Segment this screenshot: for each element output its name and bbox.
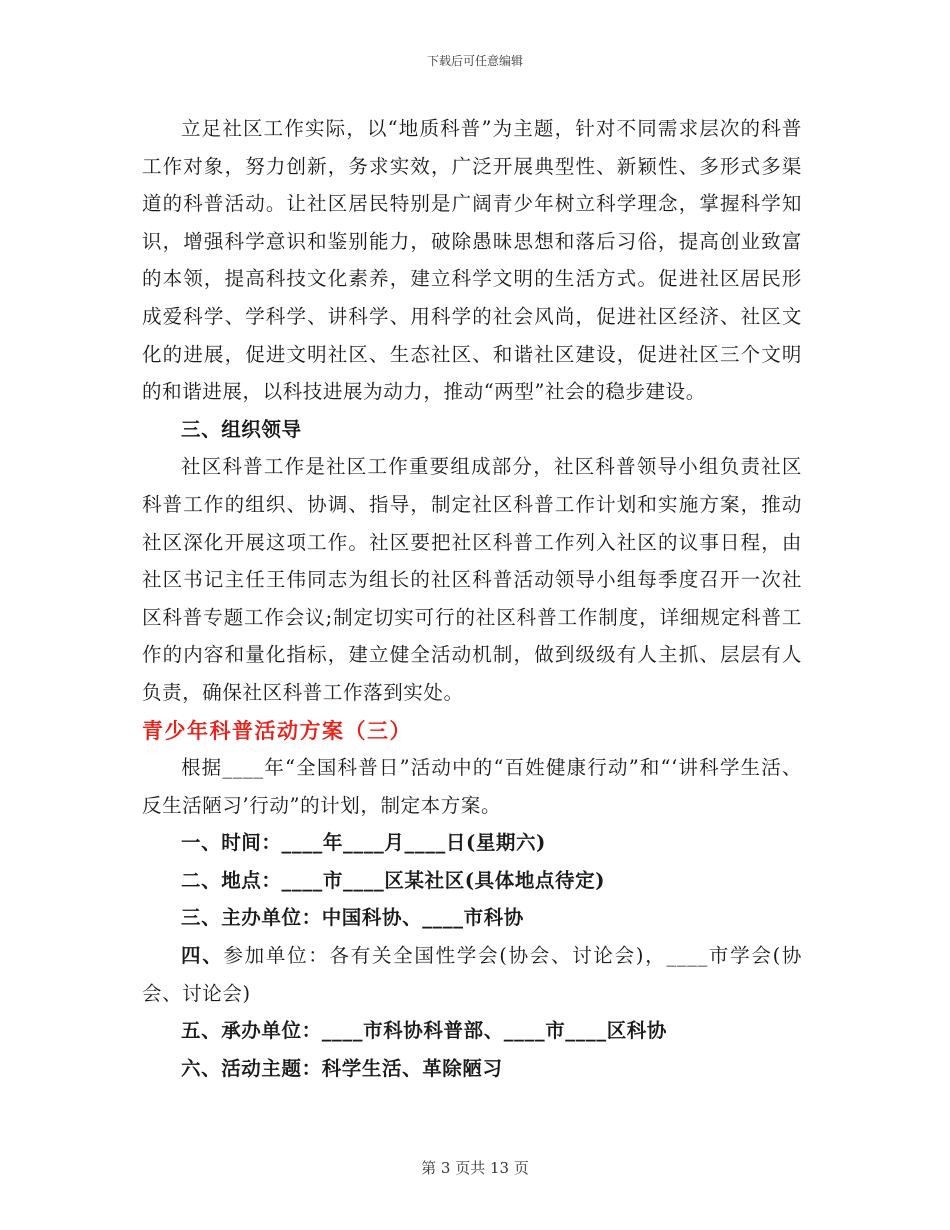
item-time: 一、时间：____年____月____日(星期六) — [181, 831, 546, 855]
item-participants — [142, 937, 802, 1012]
item-organizer: 五、承办单位：____市科协科普部、____市____区科协 — [181, 1019, 667, 1043]
paragraph-basis: 根据____年“全国科普日”活动中的“百姓健康行动”和“‘讲科学生活、反生活陋习’行动”的计划，制定本方案。 — [142, 756, 802, 817]
document-title: 青少年科普活动方案（三） — [142, 717, 412, 743]
item-participants-label: 四、 — [181, 944, 224, 968]
section-heading-organization: 三、组织领导 — [181, 417, 302, 441]
paragraph-organization: 社区科普工作是社区工作重要组成部分，社区科普领导小组负责社区科普工作的组织、协调、指导，制定社区科普工作计划和实施方案，推动社区深化开展这项工作。社区要把社区科普工作列入社区的议事日程，由社区书记主任王伟同志为组长的社区科普活动领导小组每季度召开一次社区科普专题工作会议;制定切实可行的社区科普工作制度，详细规定科普工作的内容和量化指标，建立健全活动机制，做到级级有人主抓、层层有人负责，确保社区科普工作落到实处。 — [142, 455, 802, 704]
item-host: 三、主办单位：中国科协、____市科协 — [181, 906, 524, 930]
item-theme: 六、活动主题：科学生活、革除陋习 — [181, 1056, 503, 1080]
page-footer: 第 3 页共 13 页 — [421, 1159, 529, 1177]
document-body — [142, 110, 802, 1087]
page-header: 下载后可任意编辑 — [426, 54, 523, 68]
item-location: 二、地点：____市____区某社区(具体地点待定) — [181, 868, 606, 892]
paragraph-purpose: 立足社区工作实际，以“地质科普”为主题，针对不同需求层次的科普工作对象，努力创新，务求实效，广泛开展典型性、新颖性、多形式多渠道的科普活动。让社区居民特别是广阔青少年树立科学理念，掌握科学知识，增强科学意识和鉴别能力，破除愚昧思想和落后习俗，提高创业致富的本领，提高科技文化素养，建立科学文明的生活方式。促进社区居民形成爱科学、学科学、讲科学、用科学的社会风尚，促进社区经济、社区文化的进展，促进文明社区、生态社区、和谐社区建设，促进社区三个文明的和谐进展，以科技进展为动力，推动“两型”社会的稳步建设。 — [142, 117, 802, 404]
item-participants-text: 参加单位：各有关全国性学会(协会、讨论会)，____市学会(协会、讨论会) — [142, 944, 802, 1005]
